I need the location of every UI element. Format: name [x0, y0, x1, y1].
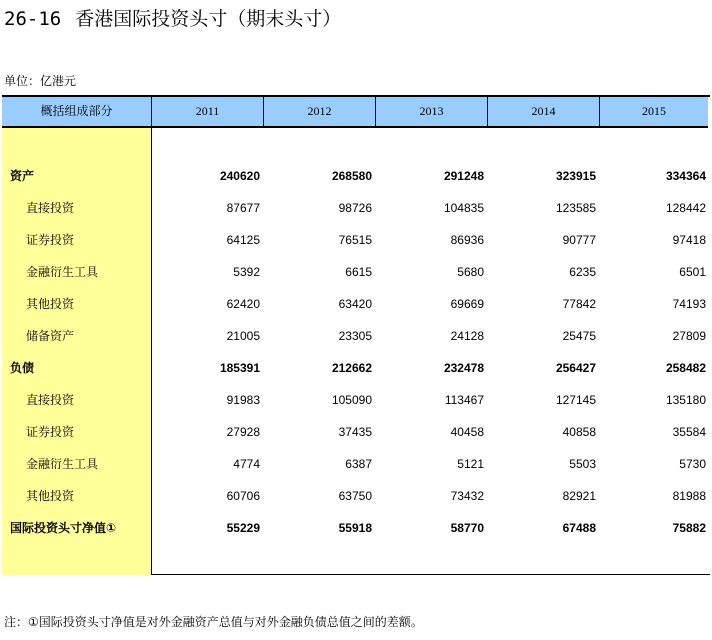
cell-value: 258482 — [665, 361, 706, 375]
row-label: 证券投资 — [26, 425, 75, 439]
table-title: 香港国际投资头寸（期末头寸） — [75, 8, 342, 30]
cell-value: 64125 — [226, 233, 260, 247]
table-row — [2, 422, 708, 442]
cell-value: 128442 — [665, 201, 706, 215]
cell-value: 5392 — [233, 265, 260, 279]
cell-value: 75882 — [672, 521, 706, 535]
cell-value: 55918 — [338, 521, 372, 535]
cell-value: 37435 — [338, 425, 372, 439]
cell-value: 185391 — [219, 361, 260, 375]
cell-value: 6235 — [569, 265, 596, 279]
cell-value: 63420 — [338, 297, 372, 311]
cell-value: 268580 — [331, 169, 372, 183]
row-label: 负债 — [10, 361, 35, 375]
cell-value: 87677 — [226, 201, 260, 215]
cell-value: 86936 — [450, 233, 484, 247]
cell-value: 291248 — [443, 169, 484, 183]
row-label: 金融衍生工具 — [26, 457, 99, 471]
cell-value: 232478 — [443, 361, 484, 375]
cell-value: 5680 — [457, 265, 484, 279]
row-label: 直接投资 — [26, 393, 75, 407]
cell-value: 74193 — [672, 297, 706, 311]
cell-value: 240620 — [219, 169, 260, 183]
cell-value: 27928 — [226, 425, 260, 439]
table-row — [2, 294, 708, 314]
cell-value: 69669 — [450, 297, 484, 311]
cell-value: 113467 — [444, 393, 484, 407]
cell-value: 91983 — [226, 393, 260, 407]
header-year-2011: 2011 — [152, 97, 264, 126]
cell-value: 81988 — [672, 489, 706, 503]
cell-value: 323915 — [555, 169, 596, 183]
header-year-2013: 2013 — [376, 97, 488, 126]
row-label: 储备资产 — [26, 329, 75, 343]
cell-value: 25475 — [562, 329, 596, 343]
data-table — [2, 95, 710, 575]
table-row — [2, 454, 708, 474]
cell-value: 6501 — [679, 265, 706, 279]
cell-value: 90777 — [562, 233, 596, 247]
table-row — [2, 326, 708, 346]
cell-value: 60706 — [226, 489, 260, 503]
row-label: 资产 — [10, 169, 35, 183]
unit-label: 单位：亿港元 — [4, 74, 77, 88]
cell-value: 73432 — [450, 489, 484, 503]
cell-value: 67488 — [562, 521, 596, 535]
table-header-row — [2, 97, 708, 128]
cell-value: 97418 — [672, 233, 706, 247]
header-year-2015: 2015 — [642, 104, 666, 118]
cell-value: 40858 — [562, 425, 596, 439]
table-row — [2, 486, 708, 506]
header-year-2012: 2012 — [264, 97, 376, 126]
row-label: 其他投资 — [26, 297, 75, 311]
cell-value: 5503 — [569, 457, 596, 471]
cell-value: 76515 — [338, 233, 372, 247]
footnote: 注：①国际投资头寸净值是对外金融资产总值与对外金融负债总值之间的差额。 — [4, 615, 423, 629]
cell-value: 256427 — [555, 361, 596, 375]
cell-value: 212662 — [331, 361, 372, 375]
cell-value: 21005 — [226, 329, 260, 343]
table-row — [2, 262, 708, 282]
cell-value: 55229 — [226, 521, 260, 535]
table-number: 26-16 — [4, 8, 62, 30]
header-year-2014: 2014 — [488, 97, 600, 126]
row-label: 金融衍生工具 — [26, 265, 99, 279]
cell-value: 23305 — [338, 329, 372, 343]
cell-value: 5121 — [457, 457, 484, 471]
table-row — [2, 390, 708, 410]
cell-value: 27809 — [672, 329, 706, 343]
row-label: 直接投资 — [26, 201, 75, 215]
cell-value: 123585 — [555, 201, 596, 215]
header-label: 概括组成部分 — [2, 97, 152, 126]
page-title — [4, 6, 341, 32]
cell-value: 62420 — [226, 297, 260, 311]
cell-value: 334364 — [665, 169, 706, 183]
cell-value: 63750 — [338, 489, 372, 503]
table-row — [2, 230, 708, 250]
cell-value: 135180 — [665, 393, 706, 407]
cell-value: 35584 — [672, 425, 706, 439]
label-column — [2, 128, 152, 575]
cell-value: 77842 — [562, 297, 596, 311]
cell-value: 58770 — [450, 521, 484, 535]
cell-value: 4774 — [233, 457, 260, 471]
row-label: 证券投资 — [26, 233, 75, 247]
row-label: 其他投资 — [26, 489, 75, 503]
cell-value: 127145 — [555, 393, 596, 407]
row-label: 国际投资头寸净值① — [10, 521, 117, 535]
cell-value: 24128 — [450, 329, 484, 343]
cell-value: 5730 — [679, 457, 706, 471]
table-row — [2, 166, 708, 186]
table-row — [2, 198, 708, 218]
cell-value: 82921 — [562, 489, 596, 503]
table-row — [2, 518, 708, 538]
cell-value: 40458 — [450, 425, 484, 439]
cell-value: 105090 — [331, 393, 372, 407]
cell-value: 98726 — [338, 201, 372, 215]
cell-value: 6615 — [345, 265, 372, 279]
cell-value: 104835 — [443, 201, 484, 215]
table-row — [2, 358, 708, 378]
cell-value: 6387 — [345, 457, 372, 471]
